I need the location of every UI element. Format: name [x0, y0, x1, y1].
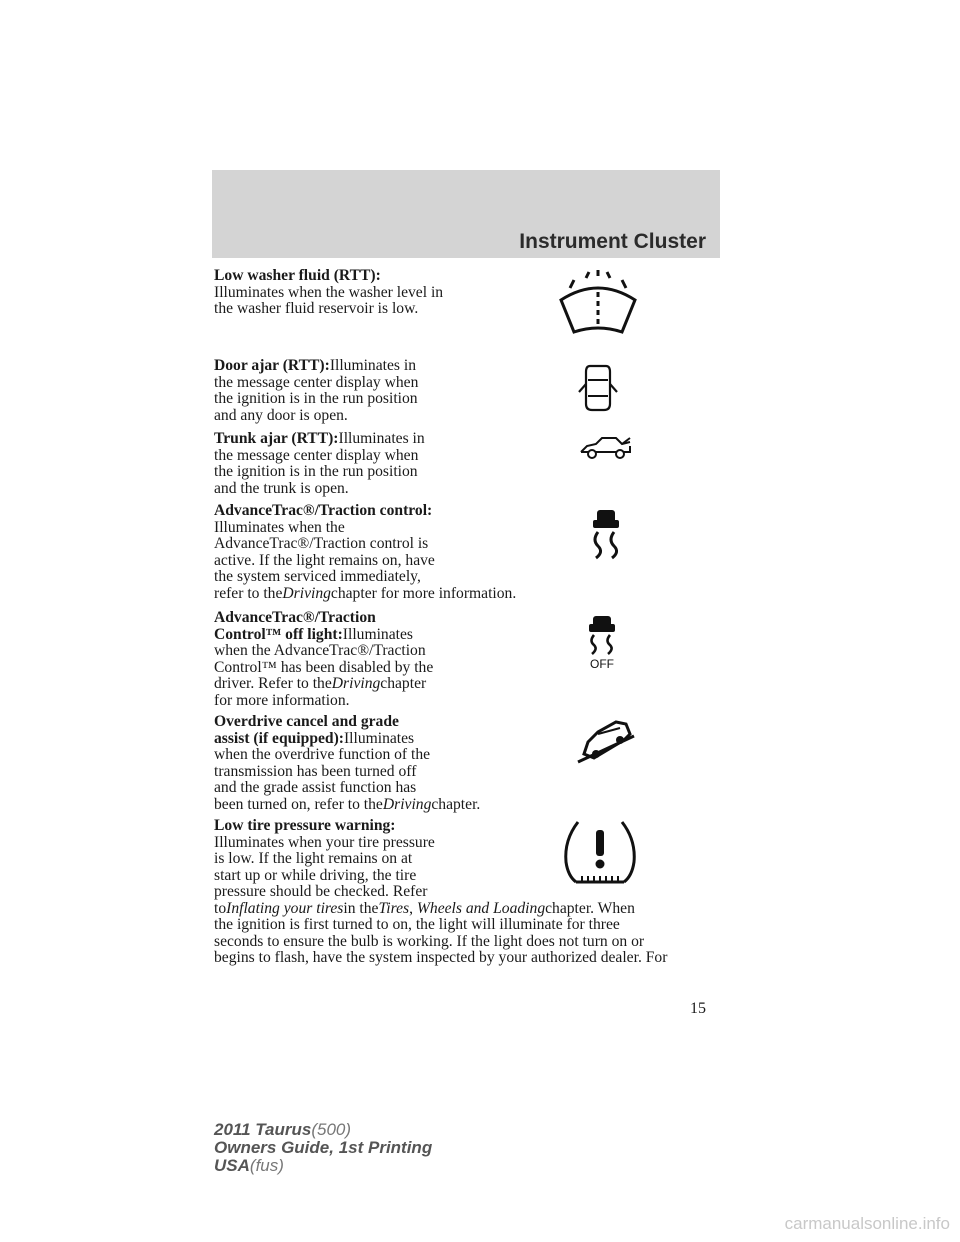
body-text: transmission has been turned off: [214, 762, 417, 780]
chapter-title: Instrument Cluster: [519, 230, 706, 253]
body-text: for more information.: [214, 691, 350, 709]
trunk-ajar-icon: [578, 436, 634, 462]
text-line: [214, 934, 667, 951]
body-text: Illuminates when the washer level in: [214, 283, 444, 301]
text-line: [214, 448, 425, 465]
page-number: 15: [690, 1000, 706, 1017]
body-text: pressure should be checked. Refer: [214, 883, 428, 900]
body-text: to: [214, 899, 227, 917]
text-line: [214, 375, 418, 392]
body-text: Control™ has been disabled by the: [214, 658, 434, 676]
text-line: [214, 764, 480, 781]
section-low-washer-fluid: [214, 268, 443, 318]
text-line: [214, 301, 443, 318]
term-label: Low washer fluid (RTT):: [214, 267, 381, 284]
term-label: AdvanceTrac®/Traction: [214, 609, 376, 626]
body-text: Illuminates when the: [214, 518, 345, 536]
text-line: [214, 693, 433, 710]
text-line: [214, 464, 425, 481]
body-text: the message center display when: [214, 446, 419, 464]
body-text: and any door is open.: [214, 406, 348, 424]
body-text: Illuminates in: [338, 430, 425, 447]
body-text: Illuminates in: [329, 357, 416, 374]
text-line: [214, 731, 480, 748]
washer-fluid-icon: [556, 270, 640, 342]
footer-model: 2011 Taurus: [214, 1120, 312, 1139]
body-text: when the AdvanceTrac®/Traction: [214, 642, 426, 659]
body-text: Illuminates when your tire pressure: [214, 833, 435, 851]
body-text: in the: [343, 899, 379, 917]
term-label: Low tire pressure warning:: [214, 817, 396, 834]
body-text: and the grade assist function has: [214, 779, 417, 796]
chapter-ref: Wheels and Loading: [416, 899, 546, 917]
chapter-ref: Tires: [378, 899, 410, 917]
body-text: been turned on, refer to the: [214, 795, 383, 813]
footer-model-code: (500): [311, 1120, 352, 1139]
section-trunk-ajar: [214, 431, 425, 497]
body-text: active. If the light remains on, have: [214, 551, 435, 569]
text-line: [214, 660, 433, 677]
body-text: chapter.: [431, 795, 481, 813]
chapter-ref: Driving: [282, 584, 331, 602]
chapter-ref: Driving: [382, 795, 432, 813]
body-text: ,: [409, 899, 417, 917]
body-text: when the overdrive function of the: [214, 746, 431, 763]
body-text: driver. Refer to the: [214, 675, 332, 692]
body-text: seconds to ensure the bulb is working. If the light does not turn on or: [214, 932, 645, 950]
body-text: start up or while driving, the tire: [214, 866, 417, 884]
text-line: [214, 520, 516, 537]
text-line: [214, 610, 433, 627]
traction-control-off-icon: [582, 614, 622, 670]
text-line: [214, 358, 418, 375]
body-text: begins to flash, have the system inspected by your authorized dealer. For: [214, 949, 668, 966]
text-line: [214, 586, 516, 603]
term-label: Control™ off light:: [214, 625, 343, 643]
section-overdrive-cancel: [214, 714, 480, 813]
text-line: [214, 797, 480, 814]
body-text: and the trunk is open.: [214, 479, 349, 497]
term-label: Door ajar (RTT):: [214, 357, 330, 374]
text-line: [214, 408, 418, 425]
section-advancetrac-traction-control: [214, 503, 516, 602]
body-text: Illuminates: [342, 625, 413, 643]
body-text: chapter. When: [545, 899, 635, 917]
text-line: [214, 431, 425, 448]
chapter-header-band: [212, 170, 720, 258]
section-door-ajar: [214, 358, 418, 424]
footer: [214, 1121, 432, 1175]
body-text: refer to the: [214, 584, 283, 602]
chapter-ref: Inflating your tires: [226, 899, 344, 917]
body-text: AdvanceTrac®/Traction control is: [214, 535, 429, 552]
tire-pressure-icon: [562, 818, 638, 888]
traction-control-icon: [588, 508, 624, 560]
body-text: the ignition is first turned to on, the light will illuminate for three: [214, 916, 620, 933]
text-line: [214, 569, 516, 586]
text-line: [214, 747, 480, 764]
body-text: the washer fluid reservoir is low.: [214, 300, 419, 317]
text-line: [214, 627, 433, 644]
footer-region: USA: [214, 1156, 250, 1175]
term-label: Overdrive cancel and grade: [214, 713, 399, 730]
text-line: [214, 901, 667, 918]
body-text: chapter for more information.: [330, 584, 517, 602]
body-text: is low. If the light remains on at: [214, 850, 413, 867]
body-text: the message center display when: [214, 373, 419, 391]
text-line: [214, 285, 443, 302]
body-text: Illuminates: [343, 729, 415, 747]
text-line: [214, 503, 516, 520]
text-line: [214, 780, 480, 797]
text-line: [214, 643, 433, 660]
door-ajar-icon: [578, 362, 618, 414]
text-line: [214, 676, 433, 693]
grade-assist-icon: [574, 716, 636, 764]
watermark[interactable]: carmanualsonline.info: [784, 1214, 950, 1233]
text-line: [214, 917, 667, 934]
text-line: [214, 553, 516, 570]
text-line: [214, 391, 418, 408]
section-advancetrac-off-light: [214, 610, 433, 709]
footer-region-code: (fus): [249, 1156, 284, 1175]
footer-guide: Owners Guide, 1st Printing: [214, 1138, 433, 1157]
traction-off-label: OFF: [590, 657, 614, 670]
text-line: [214, 268, 443, 285]
chapter-ref: Driving: [331, 675, 381, 692]
text-line: [214, 481, 425, 498]
term-label: assist (if equipped):: [214, 729, 344, 747]
text-line: [214, 714, 480, 731]
body-text: the ignition is in the run position: [214, 390, 418, 407]
term-label: AdvanceTrac®/Traction control:: [214, 502, 433, 519]
body-text: chapter: [380, 675, 427, 692]
body-text: the system serviced immediately,: [214, 568, 421, 585]
term-label: Trunk ajar (RTT):: [214, 430, 339, 447]
body-text: the ignition is in the run position: [214, 463, 418, 480]
text-line: [214, 536, 516, 553]
text-line: [214, 950, 667, 967]
